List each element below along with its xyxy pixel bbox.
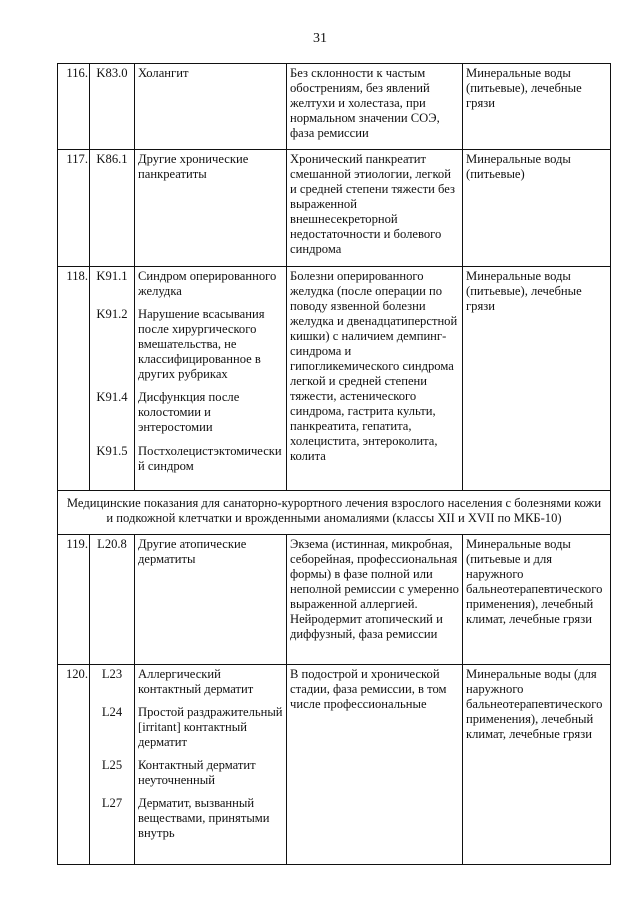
row-number: 117. <box>58 150 90 267</box>
icd-code: L25 <box>101 758 123 772</box>
page-number: 31 <box>313 31 327 46</box>
disease-list <box>135 665 287 865</box>
icd-code: K83.0 <box>90 64 135 150</box>
icd-code: K86.1 <box>90 150 135 267</box>
disease-name: Дисфункция после колостомии и энтеростомии <box>138 390 240 434</box>
disease-name: Аллергический контактный дерматит <box>138 667 254 696</box>
table-row <box>58 665 611 865</box>
icd-code: K91.5 <box>96 444 128 458</box>
icd-code: K91.2 <box>96 307 128 321</box>
disease-name: Холангит <box>135 64 287 150</box>
treatment-cell: Минеральные воды (питьевые) <box>463 150 611 267</box>
icd-code: L23 <box>101 667 123 681</box>
icd-code: L20.8 <box>90 535 135 665</box>
condition-cell: Без склонности к частым обострениям, без явлений желтухи и холестаза, при нормальном значении СОЭ, фаза ремиссии <box>287 64 463 150</box>
disease-name: Простой раздражительный [irritant] контактный дерматит <box>138 705 283 749</box>
icd-code-list <box>90 267 135 491</box>
section-header-row <box>58 491 611 535</box>
row-number: 118. <box>58 267 90 491</box>
icd-code: K91.1 <box>96 269 128 283</box>
condition-cell: В подострой и хронической стадии, фаза ремиссии, в том числе профессиональные <box>287 665 463 865</box>
medical-indications-table <box>57 63 611 865</box>
disease-name: Постхолецистэктомический синдром <box>138 444 282 473</box>
disease-name: Другие хронические панкреатиты <box>135 150 287 267</box>
table-row <box>58 535 611 665</box>
treatment-cell: Минеральные воды (питьевые), лечебные грязи <box>463 64 611 150</box>
row-number: 120. <box>58 665 90 865</box>
condition-cell: Болезни оперированного желудка (после операции по поводу язвенной болезни желудка и двенадцатиперстной кишки) с наличием демпинг-синдрома и гипогликемического синдрома легкой и средней степени тяжести, астенического синдрома, гастрита культи, панкреатита, гепатита, холецистита, энтероколита, колита <box>287 267 463 491</box>
disease-name: Дерматит, вызванный веществами, принятыми внутрь <box>138 796 270 840</box>
table-row <box>58 64 611 150</box>
disease-list <box>135 267 287 491</box>
disease-name: Нарушение всасывания после хирургического вмешательства, не классифицированное в других рубриках <box>138 307 265 381</box>
condition-cell: Хронический панкреатит смешанной этиологии, легкой и средней степени тяжести без выраженной внешнесекреторной недостаточности и болевого синдрома <box>287 150 463 267</box>
icd-code-list <box>90 665 135 865</box>
icd-code: L27 <box>101 796 123 810</box>
table-row <box>58 150 611 267</box>
treatment-cell: Минеральные воды (для наружного бальнеотерапевтического применения), лечебный климат, лечебные грязи <box>463 665 611 865</box>
section-header: Медицинские показания для санаторно-курортного лечения взрослого населения с болезнями кожи и подкожной клетчатки и врожденными аномалиями (классы XII и XVII по МКБ-10) <box>58 491 611 535</box>
icd-code: K91.4 <box>96 390 128 404</box>
row-number: 119. <box>58 535 90 665</box>
row-number: 116. <box>58 64 90 150</box>
disease-name: Контактный дерматит неуточненный <box>138 758 256 787</box>
treatment-cell: Минеральные воды (питьевые и для наружного бальнеотерапевтического применения), лечебный климат, лечебные грязи <box>463 535 611 665</box>
icd-code: L24 <box>101 705 123 719</box>
disease-name: Синдром оперированного желудка <box>138 269 277 298</box>
treatment-cell: Минеральные воды (питьевые), лечебные грязи <box>463 267 611 491</box>
condition-cell: Экзема (истинная, микробная, себорейная, профессиональная формы) в фазе полной или неполной ремиссии с умеренно выраженной аллергией. Нейродермит атопический и диффузный, фаза ремиссии <box>287 535 463 665</box>
disease-name: Другие атопические дерматиты <box>135 535 287 665</box>
table-row <box>58 267 611 491</box>
